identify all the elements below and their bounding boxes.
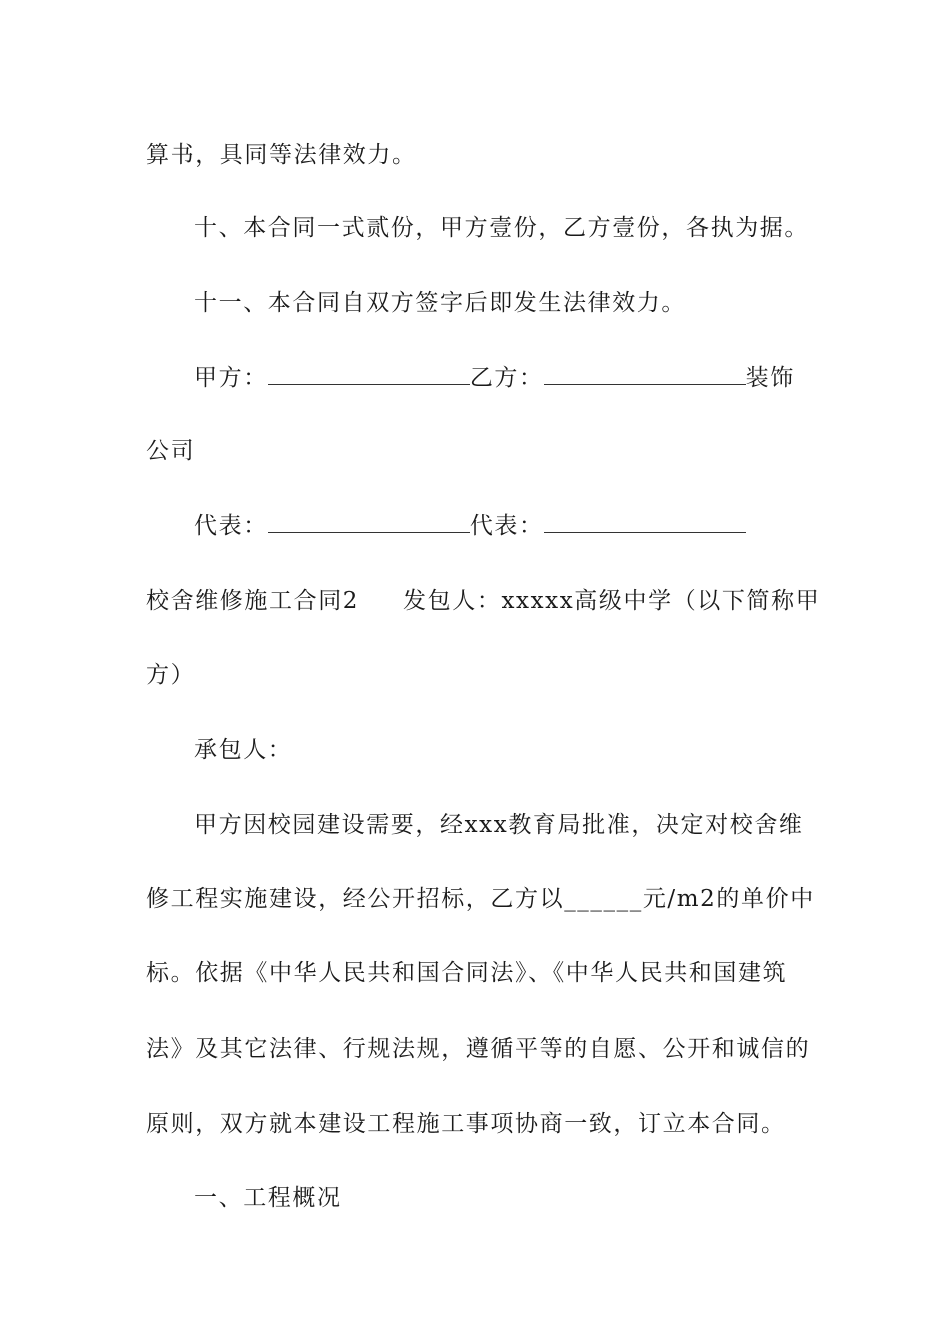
rep-a-blank — [268, 510, 470, 533]
contract-title-line — [146, 586, 821, 616]
issuer: 发包人：xxxxx高级中学（以下简称甲 — [403, 588, 821, 614]
party-b-label: 乙方： — [469, 365, 544, 391]
signature-line-parties — [194, 362, 814, 393]
rep-b-label: 代表： — [469, 513, 544, 539]
party-a-blank — [268, 362, 470, 385]
body-line-3: 标。依据《中华人民共和国合同法》、《中华人民共和国建筑 — [146, 960, 788, 986]
party-b-suffix: 装饰 — [745, 365, 795, 391]
party-b-blank — [544, 362, 746, 385]
body-line-5: 原则，双方就本建设工程施工事项协商一致，订立本合同。 — [146, 1111, 786, 1137]
body-line-2 — [146, 884, 816, 914]
unit-price-blank: ______ — [564, 886, 643, 912]
contractor: 承包人： — [194, 737, 293, 763]
body-line-4: 法》及其它法律、行规法规，遵循平等的自愿、公开和诚信的 — [146, 1036, 811, 1062]
body-line-2-end: 元/m2的单价中 — [642, 886, 815, 912]
section-heading-1: 一、工程概况 — [194, 1185, 342, 1211]
party-a-label: 甲方： — [194, 365, 268, 391]
rep-a-label: 代表： — [194, 513, 268, 539]
signature-line-representatives — [194, 510, 754, 541]
paragraph-continuation: 算书，具同等法律效力。 — [146, 142, 417, 168]
clause-10: 十、本合同一式贰份，甲方壹份，乙方壹份，各执为据。 — [194, 215, 809, 241]
body-line-1: 甲方因校园建设需要，经xxx教育局批准，决定对校舍维 — [194, 812, 804, 838]
issuer-continuation: 方） — [146, 662, 196, 688]
clause-11: 十一、本合同自双方签字后即发生法律效力。 — [194, 290, 686, 316]
party-b-suffix-cont: 公司 — [146, 438, 196, 464]
contract-title: 校舍维修施工合同2 — [146, 588, 360, 614]
body-line-2-start: 修工程实施建设，经公开招标，乙方以 — [146, 886, 565, 912]
rep-b-blank — [544, 510, 746, 533]
